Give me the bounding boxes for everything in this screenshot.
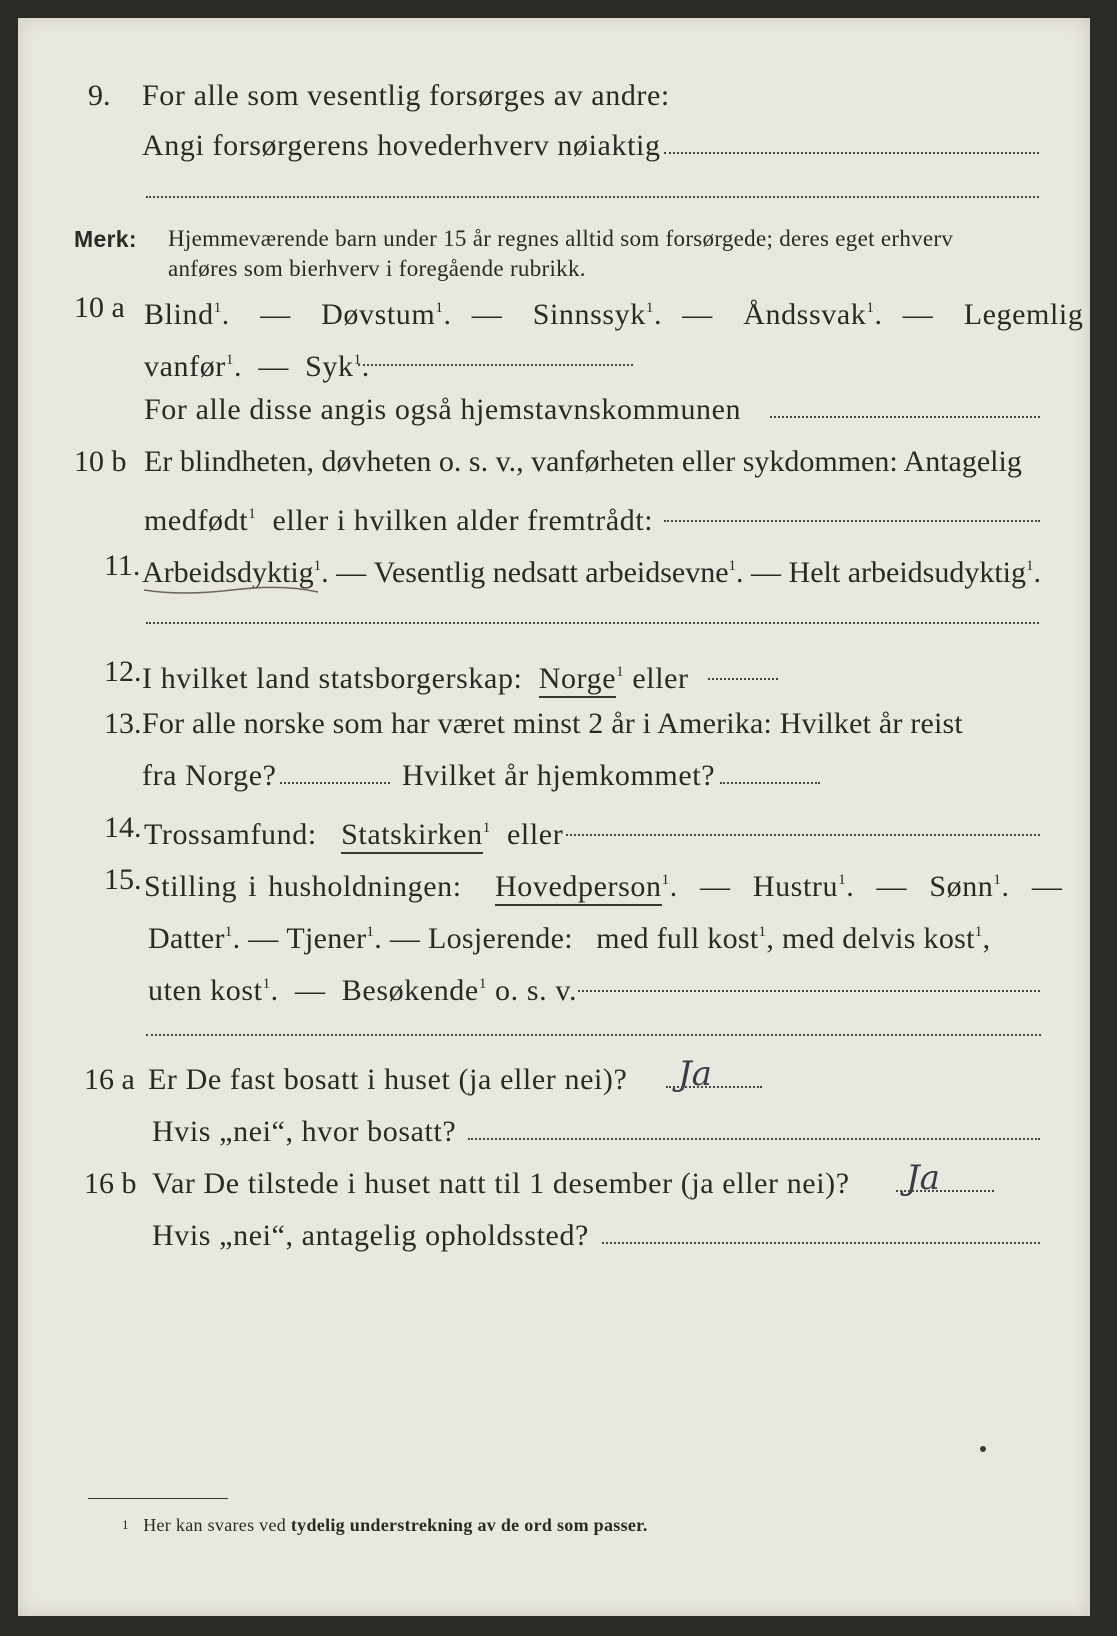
q10b-line2: medfødt$^1$ eller i hvilken alder fremtrådt: (144, 504, 654, 537)
q9-answer-field-2[interactable] (146, 196, 1039, 198)
q16b-answer-field[interactable] (896, 1190, 994, 1192)
q9-answer-field[interactable] (664, 152, 1039, 154)
q16a-line1: Er De fast bosatt i huset (ja eller nei)? (148, 1063, 628, 1096)
option-helt-arbeidsudyktig[interactable]: Helt arbeidsudyktig (788, 556, 1026, 589)
q10a-answer-field[interactable] (358, 364, 633, 366)
option-vesentlig-nedsatt[interactable]: Vesentlig nedsatt arbeidsevne (373, 556, 729, 589)
option-uten-kost[interactable]: uten kost (148, 974, 263, 1007)
option-losjerende: Losjerende: (427, 922, 573, 955)
q15-line2: Datter$^1$. — Tjener$^1$. — Losjerende: med full kost$^1$, med delvis kost$^1$, (148, 922, 991, 955)
q16b-number: 16 b (84, 1167, 137, 1200)
option-syk[interactable]: Syk (305, 350, 354, 383)
option-dovstum[interactable]: Døvstum (321, 298, 436, 331)
merk-line1: Hjemmeværende barn under 15 år regnes alltid som forsørgede; deres eget erhverv (168, 226, 954, 251)
option-statskirken[interactable]: Statskirken (341, 818, 483, 854)
q13-hjemkommet: Hvilket år hjemkommet? (402, 759, 716, 792)
footnote: 1 Her kan svares ved tydelig understrekning av de ord som passer. (122, 1515, 648, 1535)
option-hustru[interactable]: Hustru (752, 870, 839, 903)
q11-line1: Arbeidsdyktig$^1$. — Vesentlig nedsatt arbeidsevne$^1$. — Helt arbeidsudyktig$^1$. (142, 556, 1041, 589)
q10a-line3: For alle disse angis også hjemstavnskommunen (144, 393, 742, 426)
option-besokende[interactable]: Besøkende (341, 974, 479, 1007)
q10a-number: 10 a (74, 291, 125, 324)
footnote-rule (88, 1498, 228, 1499)
merk-line2: anføres som bierhverv i foregående rubrikk. (168, 256, 586, 281)
q10a-hjemstavn-field[interactable] (770, 416, 1040, 418)
option-sonn[interactable]: Sønn (929, 870, 994, 903)
q16b-line2: Hvis „nei“, antagelig opholdssted? (152, 1219, 589, 1252)
option-legemlig[interactable]: Legemlig (963, 298, 1084, 331)
q16a-line2: Hvis „nei“, hvor bosatt? (152, 1115, 457, 1148)
option-sinnssyk[interactable]: Sinnssyk (532, 298, 646, 331)
q10a-line1: Blind$^1$. — Døvstum$^1$. — Sinnssyk$^1$. — Åndssvak$^1$. — Legemlig (144, 298, 1084, 331)
q9-number: 9. (88, 79, 111, 112)
option-arbeidsdyktig[interactable]: Arbeidsdyktig (142, 556, 314, 589)
q12-line: I hvilket land statsborgerskap: Norge$^1$ eller (142, 654, 689, 697)
q14-number: 14. (104, 811, 142, 844)
q10b-line1: Er blindheten, døvheten o. s. v., vanførheten eller sykdommen: Antagelig (144, 445, 1022, 478)
ink-speck (980, 1446, 986, 1452)
q11-number: 11. (104, 549, 141, 582)
q15-number: 15. (104, 863, 142, 896)
q15-answer-field[interactable] (578, 990, 1040, 992)
option-hovedperson[interactable]: Hovedperson (495, 870, 662, 906)
option-tjener[interactable]: Tjener (286, 922, 367, 955)
q16b-handwritten-answer[interactable]: Ja (906, 1158, 940, 1198)
q16a-answer-field[interactable] (666, 1086, 762, 1088)
q10b-answer-field[interactable] (664, 520, 1040, 522)
option-med-full-kost[interactable]: med full kost (596, 922, 759, 955)
option-medfodt[interactable]: medfødt (144, 504, 249, 537)
option-vanfor[interactable]: vanfør (144, 350, 226, 383)
q14-answer-field[interactable] (566, 834, 1040, 836)
option-datter[interactable]: Datter (148, 922, 225, 955)
q10b-number: 10 b (74, 445, 127, 478)
q13-line1: For alle norske som har været minst 2 år i Amerika: Hvilket år reist (142, 707, 963, 740)
census-form-page (18, 18, 1090, 1616)
q13-reist-field[interactable] (280, 782, 390, 784)
q16b-line1: Var De tilstede i huset natt til 1 desember (ja eller nei)? (152, 1167, 850, 1200)
option-norge[interactable]: Norge (539, 662, 616, 698)
q13-number: 13. (104, 707, 142, 740)
q15-line3: uten kost$^1$. — Besøkende$^1$ o. s. v. (148, 974, 578, 1007)
q13-line2: fra Norge? (142, 759, 277, 792)
handwritten-underline-arbeidsdyktig (142, 584, 322, 596)
footnote-mark: 1 (122, 1517, 129, 1532)
q9-line2: Angi forsørgerens hovederhverv nøiaktig (142, 129, 661, 162)
q16a-bosatt-field[interactable] (468, 1138, 1040, 1140)
q11-rule (146, 622, 1039, 624)
merk-label: Merk: (74, 226, 137, 252)
option-blind[interactable]: Blind (144, 298, 214, 331)
q10a-line2: vanfør$^1$. — Syk$^1$. (144, 350, 370, 383)
q15-rule (146, 1034, 1041, 1036)
q12-number: 12. (104, 655, 142, 688)
q14-line: Trossamfund: Statskirken$^1$ eller (144, 810, 563, 853)
option-andssvak[interactable]: Åndssvak (743, 298, 867, 331)
q15-line1: Stilling i husholdningen: Hovedperson$^1$. — Hustru$^1$. — Sønn$^1$. — (144, 862, 1062, 905)
q16b-opholdssted-field[interactable] (602, 1242, 1040, 1244)
q13-hjemkommet-field[interactable] (720, 782, 820, 784)
q16a-handwritten-answer[interactable]: Ja (678, 1054, 712, 1094)
q16a-number: 16 a (84, 1063, 135, 1096)
option-med-delvis-kost[interactable]: med delvis kost (781, 922, 975, 955)
q12-answer-field[interactable] (708, 678, 778, 680)
q9-line1: For alle som vesentlig forsørges av andre: (142, 79, 670, 112)
